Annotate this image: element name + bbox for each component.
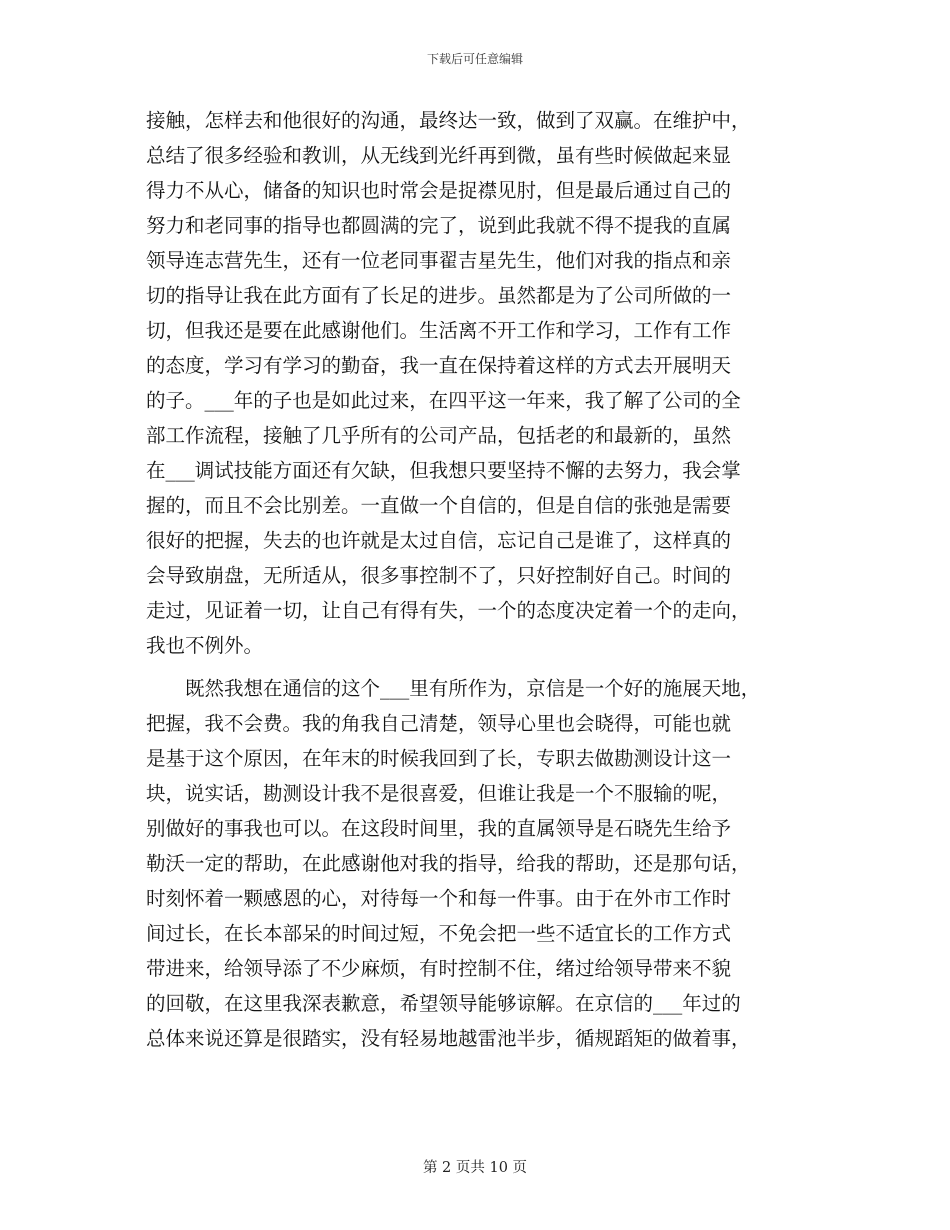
text-line: 别做好的事我也可以。在这段时间里，我的直属领导是石晓先生给予 <box>146 817 732 840</box>
text-line: 间过长，在长本部呆的时间过短，不免会把一些不适宜长的工作方式 <box>146 922 732 945</box>
paragraph-2 <box>146 671 826 1056</box>
text-line: 是基于这个原因，在年末的时候我回到了长，专职去做勘测设计这一 <box>146 747 732 770</box>
text-line: 块，说实话，勘测设计我不是很喜爱，但谁让我是一个不服输的呢， <box>146 782 732 805</box>
paragraph-1 <box>146 103 826 663</box>
page-number-footer: 第 2 页共 10 页 <box>422 1160 528 1176</box>
page-header: 下载后可任意编辑 <box>426 52 523 66</box>
text-line: 握的，而且不会比别差。一直做一个自信的，但是自信的张弛是需要 <box>146 494 732 517</box>
text-line-indented: 既然我想在通信的这个___里有所作为，京信是一个好的施展天地， <box>185 677 761 700</box>
text-line: 切的指导让我在此方面有了长足的进步。虽然都是为了公司所做的一 <box>146 284 732 307</box>
text-line: 总体来说还算是很踏实，没有轻易地越雷池半步，循规蹈矩的做着事， <box>146 1027 751 1050</box>
text-line: 切，但我还是要在此感谢他们。生活离不开工作和学习，工作有工作 <box>146 319 732 342</box>
text-line: 我也不例外。 <box>146 634 264 657</box>
text-line: 很好的把握，失去的也许就是太过自信，忘记自己是谁了，这样真的 <box>146 529 732 552</box>
text-line: 带进来，给领导添了不少麻烦，有时控制不住，绪过给领导带来不貌 <box>146 957 732 980</box>
text-line: 的子。___年的子也是如此过来，在四平这一年来，我了解了公司的全 <box>146 389 741 412</box>
text-line: 把握，我不会费。我的角我自己清楚，领导心里也会晓得，可能也就 <box>146 712 732 735</box>
text-line: 得力不从心，储备的知识也时常会是捉襟见肘，但是最后通过自己的 <box>146 179 732 202</box>
paragraph-gap <box>146 663 826 671</box>
text-line: 时刻怀着一颗感恩的心，对待每一个和每一件事。由于在外市工作时 <box>146 887 732 910</box>
document-body <box>146 103 826 1056</box>
text-line: 部工作流程，接触了几乎所有的公司产品，包括老的和最新的，虽然 <box>146 424 732 447</box>
text-line: 努力和老同事的指导也都圆满的完了，说到此我就不得不提我的直属 <box>146 214 732 237</box>
text-line: 接触，怎样去和他很好的沟通，最终达一致，做到了双赢。在维护中， <box>146 109 751 132</box>
text-line: 走过，见证着一切，让自己有得有失，一个的态度决定着一个的走向， <box>146 599 751 622</box>
text-line: 的回敬，在这里我深表歉意，希望领导能够谅解。在京信的___年过的 <box>146 992 741 1015</box>
text-line: 在___调试技能方面还有欠缺，但我想只要坚持不懈的去努力，我会掌 <box>146 459 741 482</box>
text-line: 总结了很多经验和教训，从无线到光纤再到微，虽有些时候做起来显 <box>146 144 732 167</box>
text-line: 的态度，学习有学习的勤奋，我一直在保持着这样的方式去开展明天 <box>146 354 732 377</box>
text-line: 勒沃一定的帮助，在此感谢他对我的指导，给我的帮助，还是那句话， <box>146 852 751 875</box>
text-line: 会导致崩盘，无所适从，很多事控制不了，只好控制好自己。时间的 <box>146 564 732 587</box>
text-line: 领导连志营先生，还有一位老同事翟吉星先生，他们对我的指点和亲 <box>146 249 732 272</box>
